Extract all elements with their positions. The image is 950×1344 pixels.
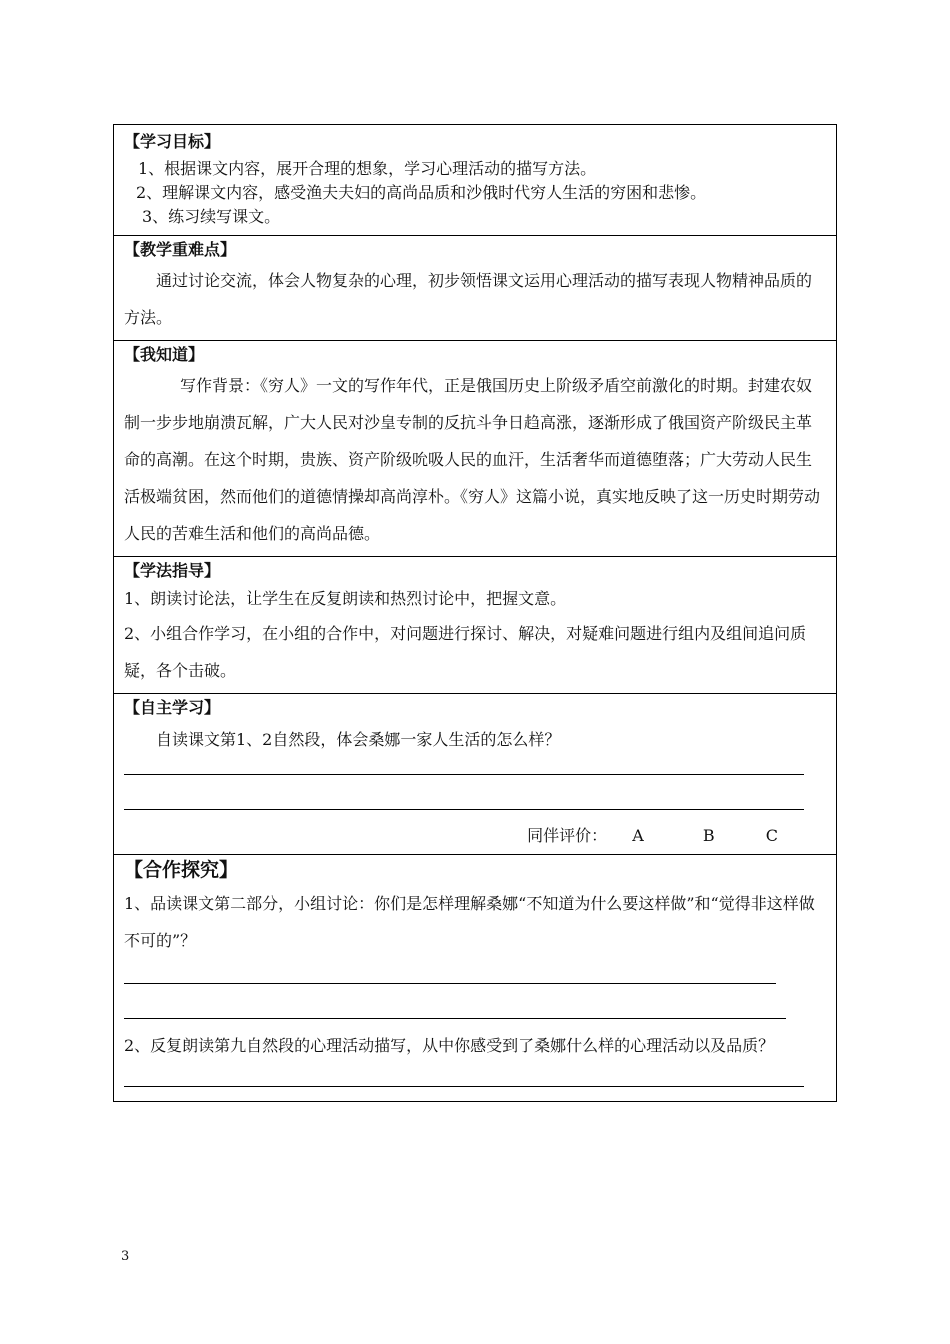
answer-line[interactable] — [124, 774, 804, 775]
answer-line[interactable] — [124, 809, 804, 810]
answer-line[interactable] — [124, 1018, 786, 1019]
section-goals — [114, 125, 836, 236]
page-number: 3 — [121, 1249, 130, 1264]
peer-evaluation — [124, 824, 826, 848]
grade-option-b[interactable]: B — [702, 826, 715, 845]
answer-line[interactable] — [124, 983, 776, 984]
grade-option-c[interactable]: C — [765, 826, 778, 845]
self-study-question: 自读课文第1、2自然段，体会桑娜一家人生活的怎么样？ — [156, 730, 561, 749]
peer-evaluation-label: 同伴评价： — [527, 826, 608, 845]
method-item: 1、朗读讨论法，让学生在反复朗读和热烈讨论中，把握文意。 — [124, 589, 567, 608]
section-cooperate — [114, 855, 836, 1101]
answer-line[interactable] — [124, 1086, 804, 1087]
method-item: 2、小组合作学习，在小组的合作中，对问题进行探讨、解决，对疑难问题进行组内及组间追问质疑，各个击破。 — [124, 624, 807, 680]
key-points-text: 通过讨论交流，体会人物复杂的心理，初步领悟课文运用心理活动的描写表现人物精神品质的方法。 — [124, 271, 813, 327]
background-text: 写作背景：《穷人》一文的写作年代，正是俄国历史上阶级矛盾空前激化的时期。封建农奴制一步步地崩溃瓦解，广大人民对沙皇专制的反抗斗争日趋高涨，逐渐形成了俄国资产阶级民主革命的高潮。在这个时期，贵族、资产阶级吮吸人民的血汗，生活奢华而道德堕落；广大劳动人民生活极端贫困，然而他们的道德情操却高尚淳朴。《穷人》这篇小说，真实地反映了这一历史时期劳动人民的苦难生活和他们的高尚品德。 — [124, 376, 821, 543]
grade-option-a[interactable]: A — [632, 826, 644, 845]
section-self-study — [114, 694, 836, 855]
section-title-cooperate: 【合作探究】 — [124, 859, 239, 881]
section-title-key-points: 【教学重难点】 — [124, 240, 237, 259]
section-title-self-study: 【自主学习】 — [124, 698, 221, 717]
section-method — [114, 557, 836, 694]
section-background — [114, 341, 836, 557]
section-title-method: 【学法指导】 — [124, 561, 221, 580]
goal-item: 2、理解课文内容，感受渔夫夫妇的高尚品质和沙俄时代穷人生活的穷困和悲惨。 — [136, 183, 707, 202]
section-title-background: 【我知道】 — [124, 345, 205, 364]
cooperate-question-2: 2、反复朗读第九自然段的心理活动描写，从中你感受到了桑娜什么样的心理活动以及品质？ — [124, 1036, 775, 1055]
section-key-points — [114, 236, 836, 341]
worksheet-table — [113, 124, 837, 1102]
cooperate-question-1: 1、品读课文第二部分，小组讨论：你们是怎样理解桑娜“不知道为什么要这样做”和“觉得非这样做不可的”？ — [124, 894, 815, 950]
goal-item: 1、根据课文内容，展开合理的想象，学习心理活动的描写方法。 — [138, 159, 597, 178]
section-title-goals: 【学习目标】 — [124, 132, 221, 151]
goal-item: 3、练习续写课文。 — [142, 207, 281, 226]
